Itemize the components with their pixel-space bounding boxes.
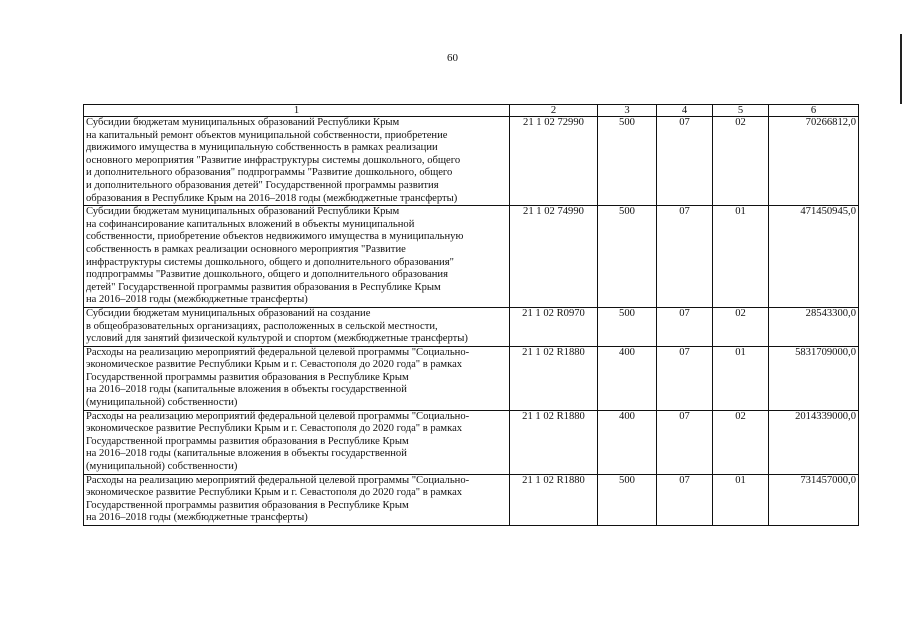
row-amount: 731457000,0	[769, 474, 859, 525]
scan-edge-mark	[900, 34, 902, 104]
col-header-5: 5	[713, 105, 769, 117]
row-col4: 07	[657, 206, 713, 308]
row-amount: 471450945,0	[769, 206, 859, 308]
row-col4: 07	[657, 307, 713, 346]
row-col3: 500	[598, 474, 657, 525]
row-col3: 500	[598, 117, 657, 206]
row-code: 21 1 02 72990	[510, 117, 598, 206]
row-col4: 07	[657, 117, 713, 206]
row-col5: 02	[713, 307, 769, 346]
table-row	[84, 410, 859, 474]
header-row	[84, 105, 859, 117]
row-col5: 01	[713, 206, 769, 308]
row-code: 21 1 02 R1880	[510, 410, 598, 474]
row-code: 21 1 02 R1880	[510, 474, 598, 525]
row-description: Субсидии бюджетам муниципальных образований Республики Крым на софинансирование капитальных вложений в объекты муниципальной собственности, приобретение объектов недвижимого имущества в муниципальную собственность в рамках реализации основного мероприятия "Развитие инфраструктуры системы дошкольного, общего и дополнительного образования" подпрограммы "Развитие дошкольного, общего и дополнительного образования детей" Государственной программы развития образования в Республике Крым на 2016–2018 годы (межбюджетные трансферты)	[84, 206, 510, 308]
table-row	[84, 474, 859, 525]
row-description: Расходы на реализацию мероприятий федеральной целевой программы "Социально- экономическое развитие Республики Крым и г. Севастополя до 2020 года" в рамках Государственной программы развития образования в Республике Крым на 2016–2018 годы (капитальные вложения в объекты государственной (муниципальной) собственности)	[84, 410, 510, 474]
row-col5: 02	[713, 410, 769, 474]
table-row	[84, 117, 859, 206]
row-code: 21 1 02 R1880	[510, 346, 598, 410]
col-header-2: 2	[510, 105, 598, 117]
row-code: 21 1 02 74990	[510, 206, 598, 308]
row-description: Расходы на реализацию мероприятий федеральной целевой программы "Социально- экономическое развитие Республики Крым и г. Севастополя до 2020 года" в рамках Государственной программы развития образования в Республике Крым на 2016–2018 годы (капитальные вложения в объекты государственной (муниципальной) собственности)	[84, 346, 510, 410]
row-col4: 07	[657, 474, 713, 525]
row-description: Расходы на реализацию мероприятий федеральной целевой программы "Социально- экономическое развитие Республики Крым и г. Севастополя до 2020 года" в рамках Государственной программы развития образования в Республике Крым на 2016–2018 годы (межбюджетные трансферты)	[84, 474, 510, 525]
col-header-6: 6	[769, 105, 859, 117]
row-col4: 07	[657, 346, 713, 410]
row-col4: 07	[657, 410, 713, 474]
row-col3: 500	[598, 206, 657, 308]
row-col3: 400	[598, 346, 657, 410]
page-number: 60	[447, 52, 458, 64]
row-amount: 28543300,0	[769, 307, 859, 346]
col-header-4: 4	[657, 105, 713, 117]
row-col5: 02	[713, 117, 769, 206]
table-row	[84, 307, 859, 346]
col-header-3: 3	[598, 105, 657, 117]
row-col5: 01	[713, 474, 769, 525]
budget-table	[83, 104, 859, 526]
row-col5: 01	[713, 346, 769, 410]
row-col3: 500	[598, 307, 657, 346]
row-amount: 70266812,0	[769, 117, 859, 206]
row-description: Субсидии бюджетам муниципальных образований Республики Крым на капитальный ремонт объектов муниципальной собственности, приобретение движимого имущества в муниципальную собственность в рамках реализации основного мероприятия "Развитие инфраструктуры системы дошкольного, общего и дополнительного образования" подпрограммы "Развитие дошкольного, общего и дополнительного образования детей" Государственной программы развития образования в Республике Крым на 2016–2018 годы (межбюджетные трансферты)	[84, 117, 510, 206]
row-code: 21 1 02 R0970	[510, 307, 598, 346]
row-description: Субсидии бюджетам муниципальных образований на создание в общеобразовательных организациях, расположенных в сельской местности, условий для занятий физической культурой и спортом (межбюджетные трансферты)	[84, 307, 510, 346]
table-row	[84, 346, 859, 410]
row-col3: 400	[598, 410, 657, 474]
col-header-1: 1	[84, 105, 510, 117]
row-amount: 5831709000,0	[769, 346, 859, 410]
table-row	[84, 206, 859, 308]
row-amount: 2014339000,0	[769, 410, 859, 474]
